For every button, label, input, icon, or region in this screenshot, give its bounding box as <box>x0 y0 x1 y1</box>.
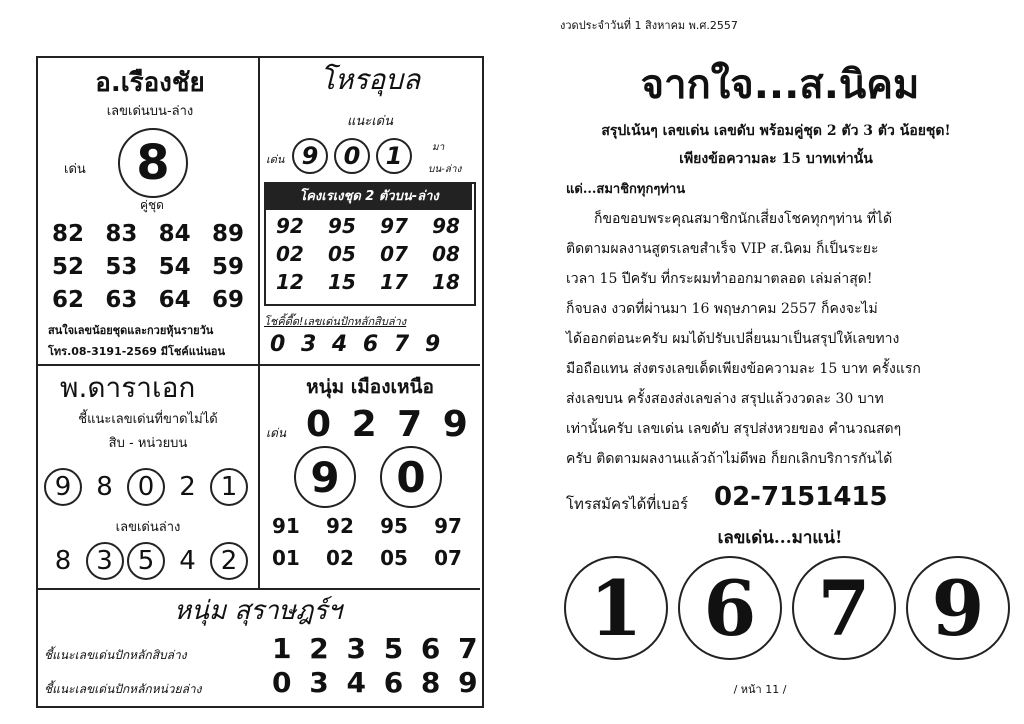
box1-pairs-label: คู่ชุด <box>140 198 164 212</box>
box1-big-number: 8 <box>136 135 170 191</box>
box1-phone: โทร.08-3191-2569 มีโชค์แน่นอน <box>48 345 225 358</box>
box3-digit: 2 <box>210 542 248 580</box>
box3-digit: 8 <box>96 472 113 502</box>
box4-digits: 0 2 7 9 <box>306 404 472 445</box>
box3-digit: 5 <box>127 542 165 580</box>
box3-digit: 1 <box>210 468 248 506</box>
box3-mid-label: เลขเด่นล่าง <box>115 520 181 535</box>
phone-number: 02-7151415 <box>714 482 888 512</box>
box1-row: 62 63 64 69 <box>52 287 244 313</box>
sure-label: เลขเด่น...มาแน่! <box>717 528 843 548</box>
box3-digit: 2 <box>179 472 196 502</box>
box4-big-digit: 0 <box>380 446 442 508</box>
big-digit-circle: 6 <box>678 556 782 660</box>
box5-row1-digits: 1 2 3 5 6 7 <box>272 632 482 665</box>
right-title: จากใจ...ส.นิคม <box>640 62 920 108</box>
box3-digit: 3 <box>86 542 124 580</box>
box2-title: โหรอุบล <box>319 63 421 96</box>
big-digits-row <box>564 556 1010 660</box>
body-line: ครับ ติดตามผลงานแล้วถ้าไม่ดีพอ ก็ยกเลิกบริการกันได้ <box>566 451 893 467</box>
box5-row2-label: ชี้แนะเลขเด่นปักหลักหน่วยล่าง <box>44 682 202 696</box>
right-intro-2: เพียงข้อความละ 15 บาทเท่านั้น <box>679 151 873 167</box>
body-line: ก็ขอขอบพระคุณสมาชิกนักเสี่ยงโชคทุกๆท่าน ที่ได้ <box>594 211 893 227</box>
box3-title: พ.ดาราเอก <box>60 371 196 404</box>
box2-row: 02 05 07 08 <box>276 242 460 266</box>
box3-line1: ชี้แนะเลขเด่นที่ขาดไม่ได้ <box>78 412 218 427</box>
box2-side-bottom: บน-ล่าง <box>428 164 462 175</box>
body-line: เวลา 15 ปีครับ ที่กระผมทำออกมาตลอด เล่มล่าสุด! <box>566 271 873 287</box>
box2-digits <box>292 138 412 174</box>
box4-title: หนุ่ม เมืองเหนือ <box>306 376 434 398</box>
big-digit-circle: 7 <box>792 556 896 660</box>
box2-side-top: มา <box>432 142 445 153</box>
body-line: ก็จบลง งวดที่ผ่านมา 16 พฤษภาคม 2557 ก็คงจะไม่ <box>566 301 878 317</box>
body-line: เท่านั้นครับ เลขเด่น เลขดับ สรุปส่งหวยของ คำนวณสดๆ <box>566 421 902 437</box>
body-line: มือถือแทน ส่งตรงเลขเด็ดเพียงข้อความละ 15 บาท ครั้งแรก <box>566 361 921 377</box>
box5-title: หนุ่ม สุราษฎร์ฯ <box>174 596 342 626</box>
box2-banner: โคงเรเงชุด 2 ตัวบน-ล่าง <box>266 184 472 210</box>
box1-big-number-circle <box>118 128 188 198</box>
box2-digit-circle: 0 <box>334 138 370 174</box>
box1-note: สนใจเลขน้อยชุดและกวยหุ้นรายวัน <box>48 324 214 337</box>
box4-den-label: เด่น <box>266 426 287 440</box>
phone-label: โทรสมัครได้ที่เบอร์ <box>566 495 689 513</box>
box2-footer-label: โชคิ้ดี๊ด!เลขเด่นปักหลักสิบล่าง <box>264 315 407 328</box>
box2-digit-circle: 9 <box>292 138 328 174</box>
box3-digit: 8 <box>54 546 72 576</box>
box2-digit-circle: 1 <box>376 138 412 174</box>
box2-row: 12 15 17 18 <box>276 270 460 294</box>
box2-footer-digits: 0 3 4 6 7 9 <box>270 332 445 357</box>
right-salute: แด่...สมาชิกทุกๆท่าน <box>566 182 686 197</box>
body-line: ส่งเลขบน ครั้งสองส่งเลขล่าง สรุปแล้วงวดละ 30 บาท <box>566 391 884 407</box>
box3-digit: 4 <box>179 546 196 576</box>
page-header: งวดประจำวันที่ 1 สิงหาคม พ.ศ.2557 <box>560 19 738 32</box>
box4-big-digits <box>294 446 442 508</box>
box3-digit: 9 <box>44 468 82 506</box>
big-digit-circle: 9 <box>906 556 1010 660</box>
box2-number-rows <box>276 212 460 296</box>
box3-bottom-digits <box>44 542 248 580</box>
box3-top-digits <box>44 468 248 506</box>
box1-number-rows <box>52 218 244 317</box>
box3-line2: สิบ - หน่วยบน <box>108 436 188 451</box>
big-digit-circle: 1 <box>564 556 668 660</box>
box4-row: 01 02 05 07 <box>272 546 462 570</box>
box4-number-rows <box>272 510 462 574</box>
box1-row: 82 83 84 89 <box>52 221 244 247</box>
box2-row: 92 95 97 98 <box>276 214 460 238</box>
right-body <box>566 204 986 474</box>
box5-row2-digits: 0 3 4 6 8 9 <box>272 666 482 699</box>
box1-title: อ.เรืองชัย <box>95 68 205 98</box>
box1-subtitle: เลขเด่นบน-ล่าง <box>106 104 194 119</box>
box4-row: 91 92 95 97 <box>272 514 462 538</box>
box2-subtitle: แนะเด่น <box>346 114 394 129</box>
box3-digit: 0 <box>127 468 165 506</box>
box2-den-label: เด่น <box>266 153 285 166</box>
right-intro-1: สรุปเน้นๆ เลขเด่น เลขดับ พร้อมคู่ชุด 2 ตัว 3 ตัว น้อยชุด! <box>601 123 951 139</box>
body-line: ติดตามผลงานสูตรเลขสำเร็จ VIP ส.นิคม ก็เป็นระยะ <box>566 241 879 257</box>
page-number: / หน้า 11 / <box>733 683 787 696</box>
box4-big-digit: 9 <box>294 446 356 508</box>
left-vertical-divider <box>258 58 260 588</box>
box1-den-label: เด่น <box>64 162 86 177</box>
box5-row1-label: ชี้แนะเลขเด่นปักหลักสิบล่าง <box>44 648 187 662</box>
box1-row: 52 53 54 59 <box>52 254 244 280</box>
body-line: ได้ออกต่อนะครับ ผมได้ปรับเปลี่ยนมาเป็นสรุปให้เลขทาง <box>566 331 900 347</box>
